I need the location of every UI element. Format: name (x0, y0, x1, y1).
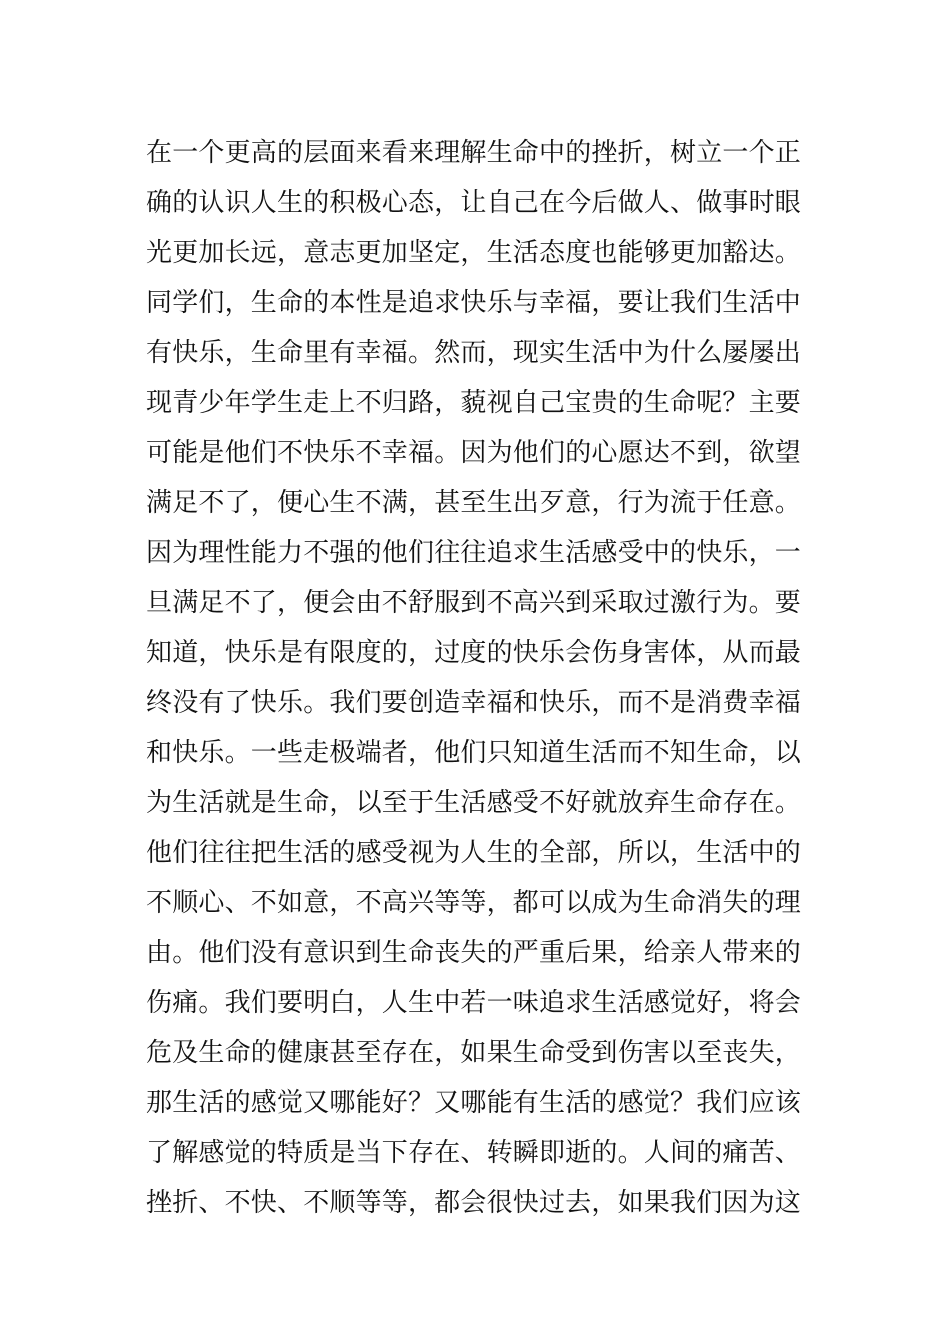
text-line: 了解感觉的特质是当下存在、转瞬即逝的。人间的痛苦、 (146, 1138, 802, 1168)
text-line: 不顺心、不如意，不高兴等等，都可以成为生命消失的理 (146, 888, 802, 918)
text-line: 由。他们没有意识到生命丧失的严重后果，给亲人带来的 (146, 938, 802, 968)
text-line: 伤痛。我们要明白，人生中若一味追求生活感觉好，将会 (146, 988, 802, 1018)
text-line: 现青少年学生走上不归路，藐视自己宝贵的生命呢？主要 (146, 388, 802, 418)
text-line: 同学们，生命的本性是追求快乐与幸福，要让我们生活中 (146, 288, 802, 318)
text-line: 他们往往把生活的感受视为人生的全部，所以，生活中的 (146, 838, 802, 868)
text-line: 满足不了，便心生不满，甚至生出歹意，行为流于任意。 (146, 488, 802, 518)
text-line: 旦满足不了，便会由不舒服到不高兴到采取过激行为。要 (146, 588, 802, 618)
body-text (146, 128, 816, 1228)
text-line: 知道，快乐是有限度的，过度的快乐会伤身害体，从而最 (146, 638, 802, 668)
text-line: 有快乐，生命里有幸福。然而，现实生活中为什么屡屡出 (146, 338, 802, 368)
text-line: 因为理性能力不强的他们往往追求生活感受中的快乐，一 (146, 538, 802, 568)
text-line: 为生活就是生命，以至于生活感受不好就放弃生命存在。 (146, 788, 802, 818)
text-line: 挫折、不快、不顺等等，都会很快过去，如果我们因为这 (146, 1188, 802, 1218)
text-line: 可能是他们不快乐不幸福。因为他们的心愿达不到，欲望 (146, 438, 802, 468)
text-line: 那生活的感觉又哪能好？又哪能有生活的感觉？我们应该 (146, 1088, 802, 1118)
text-line: 光更加长远，意志更加坚定，生活态度也能够更加豁达。 (146, 238, 802, 268)
text-line: 在一个更高的层面来看来理解生命中的挫折，树立一个正 (146, 138, 802, 168)
text-line: 终没有了快乐。我们要创造幸福和快乐，而不是消费幸福 (146, 688, 802, 718)
text-line: 危及生命的健康甚至存在，如果生命受到伤害以至丧失， (146, 1038, 802, 1068)
text-line: 确的认识人生的积极心态，让自己在今后做人、做事时眼 (146, 188, 802, 218)
text-line: 和快乐。一些走极端者，他们只知道生活而不知生命，以 (146, 738, 802, 768)
